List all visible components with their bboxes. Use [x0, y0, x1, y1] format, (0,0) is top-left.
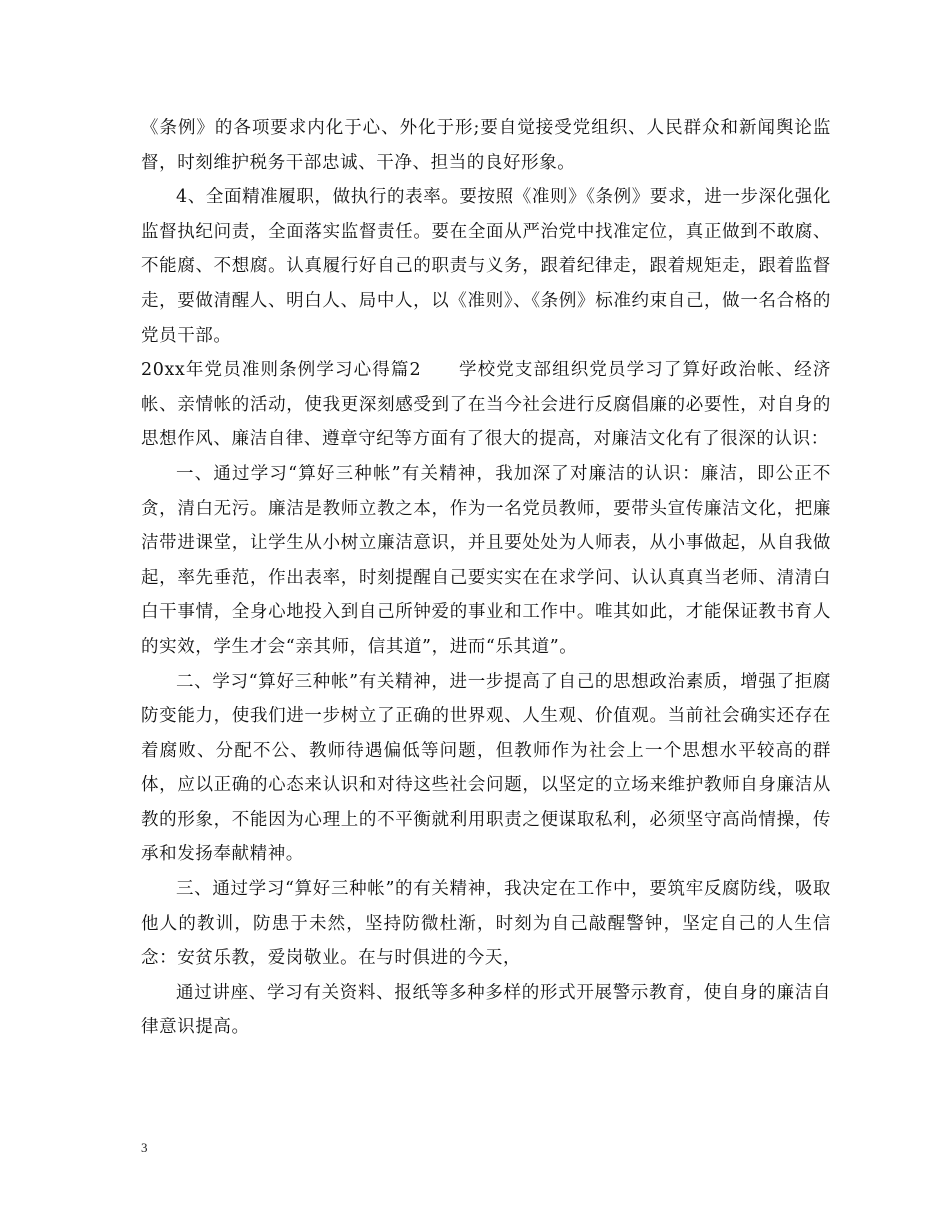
- page-number: 3: [141, 1140, 148, 1155]
- paragraph-section-1: 一、通过学习“算好三种帐”有关精神，我加深了对廉洁的认识：廉洁，即公正不贪，清白无污。廉洁是教师立教之本，作为一名党员教师，要带头宣传廉洁文化，把廉洁带进课堂，让学生从小树立廉洁意识，并且要处处为人师表，从小事做起，从自我做起，率先垂范，作出表率，时刻提醒自己要实实在在求学问、认认真真当老师、清清白白干事情，全身心地投入到自己所钟爱的事业和工作中。唯其如此，才能保证教书育人的实效，学生才会“亲其师，信其道”，进而“乐其道”。: [141, 463, 831, 657]
- document-body: [141, 111, 831, 1045]
- paragraph-essay-2-intro: 20xx年党员准则条例学习心得篇2 学校党支部组织党员学习了算好政治帐、经济帐、亲情帐的活动，使我更深刻感受到了在当今社会进行反腐倡廉的必要性，对自身的思想作风、廉洁自律、遵章守纪等方面有了很大的提高，对廉洁文化有了很深的认识：: [141, 360, 831, 450]
- paragraph-point-4: 4、全面精准履职，做执行的表率。要按照《准则》《条例》要求，进一步深化强化监督执纪问责，全面落实监督责任。要在全面从严治党中找准定位，真正做到不敢腐、不能腐、不想腐。认真履行好自己的职责与义务，跟着纪律走，跟着规矩走，跟着监督走，要做清醒人、明白人、局中人，以《准则》、《条例》标准约束自己，做一名合格的党员干部。: [141, 187, 831, 346]
- paragraph-section-2: 二、学习“算好三种帐”有关精神，进一步提高了自己的思想政治素质，增强了拒腐防变能力，使我们进一步树立了正确的世界观、人生观、价值观。当前社会确实还存在着腐败、分配不公、教师待遇偏低等问题，但教师作为社会上一个思想水平较高的群体，应以正确的心态来认识和对待这些社会问题，以坚定的立场来维护教师自身廉洁从教的形象，不能因为心理上的不平衡就利用职责之便谋取私利，必须坚守高尚情操，传承和发扬奉献精神。: [141, 671, 831, 865]
- paragraph-section-3: 三、通过学习“算好三种帐”的有关精神，我决定在工作中，要筑牢反腐防线，吸取他人的教训，防患于未然，坚持防微杜渐，时刻为自己敲醒警钟，坚定自己的人生信念：安贫乐教，爱岗敬业。在与时俱进的今天，: [141, 879, 831, 969]
- paragraph-warning-education: 通过讲座、学习有关资料、报纸等多种多样的形式开展警示教育，使自身的廉洁自律意识提高。: [141, 982, 831, 1038]
- paragraph-regulation-continuation: 《条例》的各项要求内化于心、外化于形;要自觉接受党组织、人民群众和新闻舆论监督，时刻维护税务干部忠诚、干净、担当的良好形象。: [141, 118, 831, 173]
